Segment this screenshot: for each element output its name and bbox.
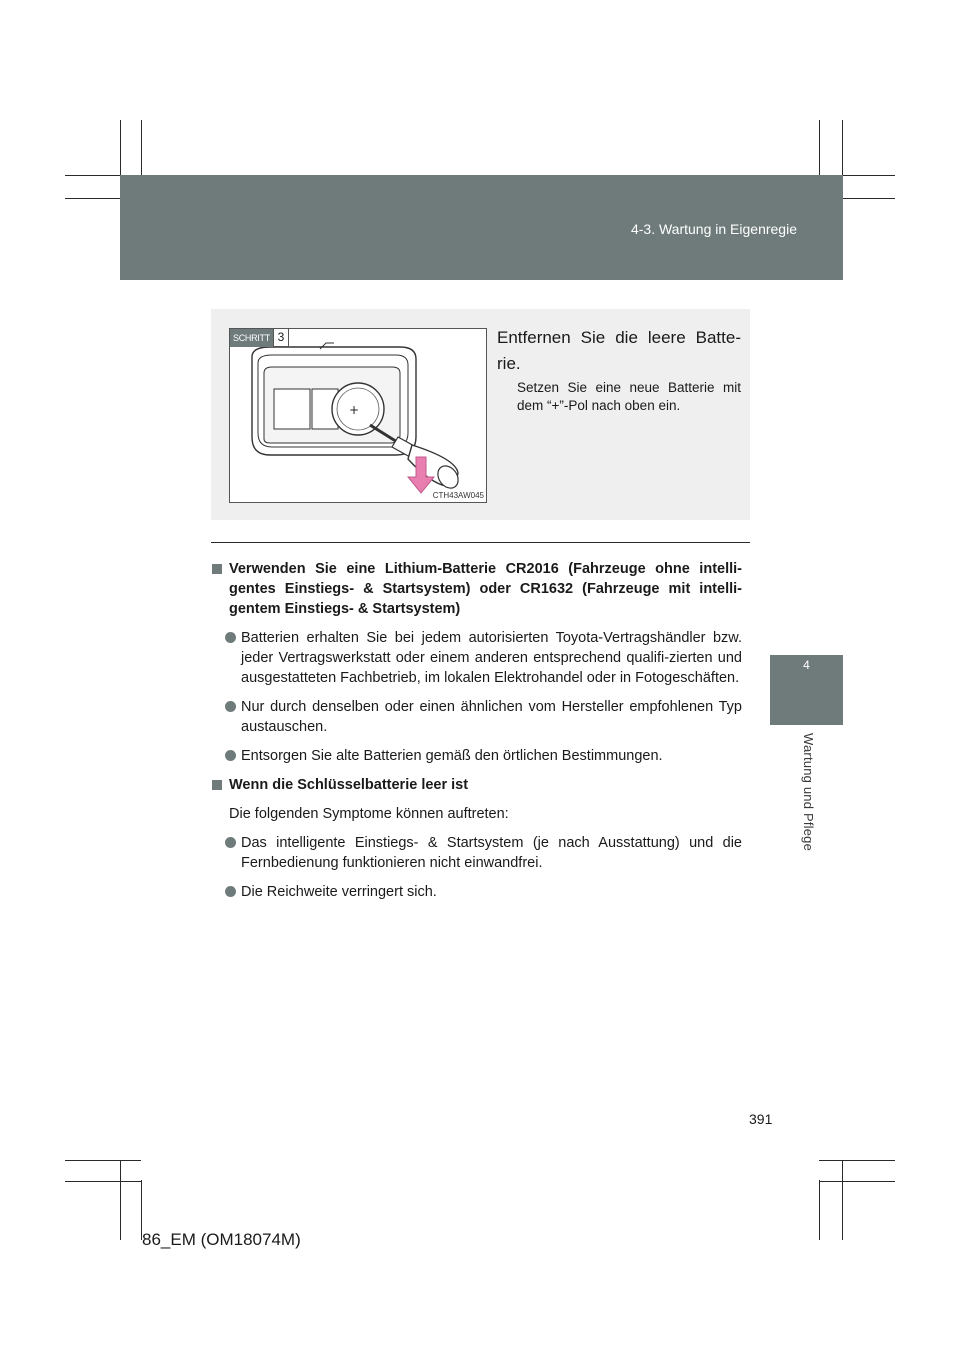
circle-bullet-icon [225,750,236,761]
chapter-number: 4 [803,658,810,672]
heading-text: Wenn die Schlüsselbatterie leer ist [229,777,469,793]
list-item [212,697,742,737]
list-item-text: Das intelligente Einstiegs- & Startsystem (je nach Ausstattung) und die Fernbedienung funktionieren nicht einwandfrei. [241,835,742,871]
square-bullet-icon [212,564,222,574]
figure-code: CTH43AW045 [432,491,484,500]
step-note: Setzen Sie eine neue Batterie mit dem “+”-Pol nach oben ein. [517,380,741,413]
crop-mark [819,1180,820,1240]
key-illustration [230,329,486,502]
crop-mark [120,1160,121,1240]
circle-bullet-icon [225,886,236,897]
list-item [212,833,742,873]
symptoms-intro: Die folgenden Symptome können auftreten: [229,806,509,822]
square-bullet-icon [212,780,222,790]
step-badge-number: 3 [273,329,289,347]
section-header [120,175,843,280]
crop-mark [65,1160,141,1161]
list-item-text: Batterien erhalten Sie bei jedem autorisierten Toyota-Vertragshändler bzw. jeder Vertragswerkstatt oder einem anderen entsprechend qualifi-zierten und ausgestatteten Fachbetrieb, im lokalen Elektrohandel oder in Fotogeschäften. [241,630,742,686]
list-item-text: Die Reichweite verringert sich. [241,884,437,900]
empty-battery-heading [212,775,742,795]
circle-bullet-icon [225,701,236,712]
section-divider [211,542,750,543]
chapter-tab [770,655,843,725]
list-item [212,628,742,688]
key-battery-figure [229,328,487,503]
step-title: Entfernen Sie die leere Batte-rie. [497,328,741,373]
crop-mark [819,1181,895,1182]
step-badge [230,329,289,347]
list-item-text: Entsorgen Sie alte Batterien gemäß den örtlichen Bestimmungen. [241,748,663,764]
heading-text: Verwenden Sie eine Lithium-Batterie CR2016 (Fahrzeuge ohne intelli-gentes Einstiegs- & Startsystem) oder CR1632 (Fahrzeuge mit intelli-gentem Einstiegs- & Startsystem) [229,561,742,617]
list-item [212,746,742,766]
document-id: 86_EM (OM18074M) [142,1230,301,1249]
battery-type-heading [212,559,742,619]
list-item-text: Nur durch denselben oder einen ähnlichen vom Hersteller empfohlenen Typ austauschen. [241,699,742,735]
section-title: 4-3. Wartung in Eigenregie [630,221,797,237]
crop-mark [65,1181,141,1182]
circle-bullet-icon [225,837,236,848]
crop-mark [842,1160,843,1240]
circle-bullet-icon [225,632,236,643]
step-badge-word: SCHRITT [230,329,273,347]
list-item [212,882,742,902]
step-panel [211,309,750,520]
chapter-label: Wartung und Pflege [801,733,816,852]
svg-text:+: + [349,403,360,417]
info-content [212,559,742,911]
crop-mark [819,1160,895,1161]
page-number: 391 [749,1111,773,1127]
